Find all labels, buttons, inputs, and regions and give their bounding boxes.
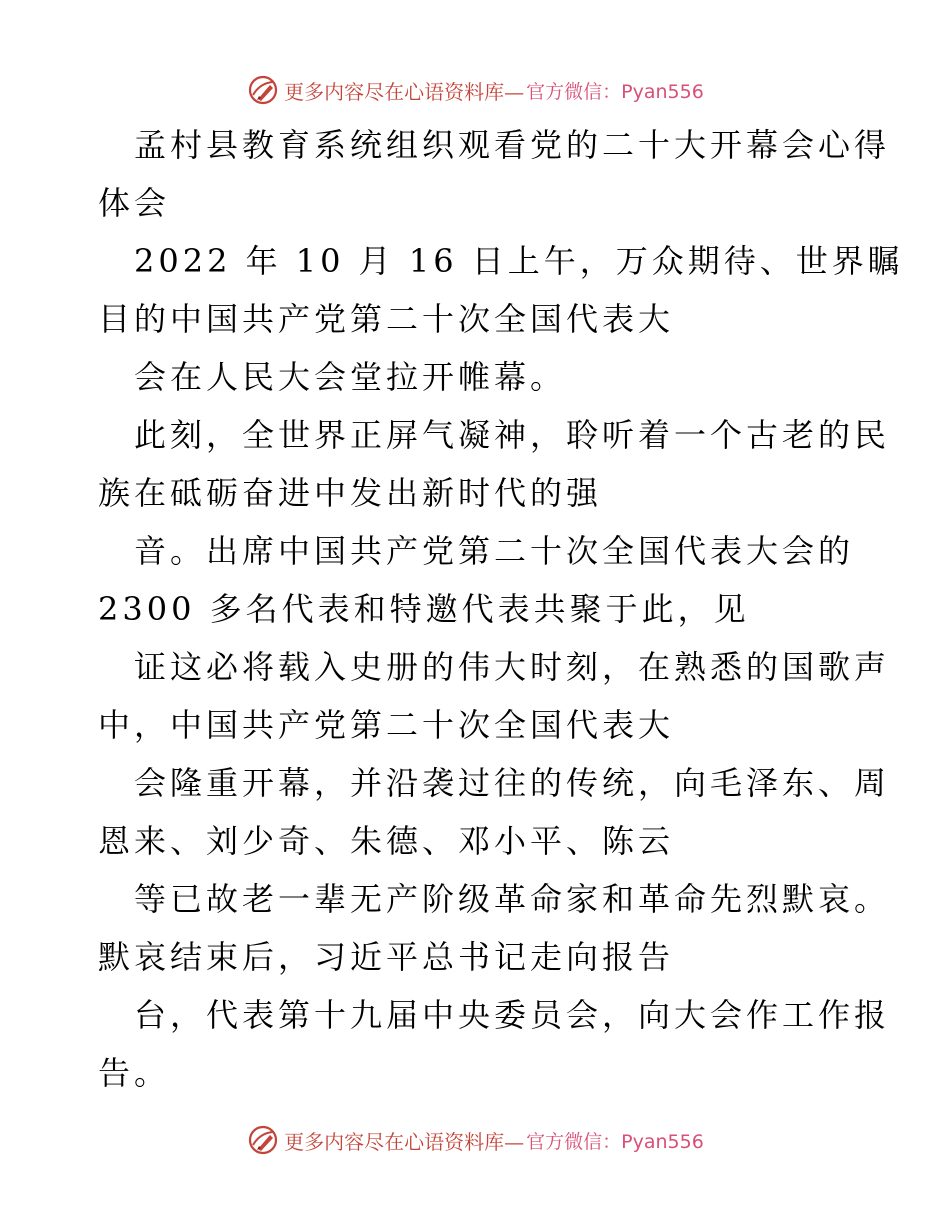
paragraph-line: 2022 年 10 月 16 日上午，万众期待、世界瞩 bbox=[134, 242, 904, 280]
paragraph-line: 台，代表第十九届中央委员会，向大会作工作报 bbox=[134, 996, 891, 1034]
banner-wechat-label: 官方微信：Pyan556 bbox=[526, 80, 704, 103]
paragraph-line: 此刻，全世界正屏气凝神，聆听着一个古老的民 bbox=[134, 416, 891, 454]
pen-swirl-logo-icon bbox=[246, 73, 280, 107]
paragraph-line: 2300 多名代表和特邀代表共聚于此，见 bbox=[98, 590, 750, 628]
title-line-2: 体会 bbox=[98, 184, 171, 222]
header-banner bbox=[0, 70, 950, 110]
paragraph-line: 恩来、刘少奇、朱德、邓小平、陈云 bbox=[98, 822, 675, 860]
title-line-1: 孟村县教育系统组织观看党的二十大开幕会心得 bbox=[134, 126, 891, 164]
paragraph-line: 中，中国共产党第二十次全国代表大 bbox=[98, 706, 675, 744]
footer-banner bbox=[0, 1120, 950, 1160]
document-body bbox=[98, 122, 904, 1108]
paragraph-line: 等已故老一辈无产阶级革命家和革命先烈默哀。 bbox=[134, 880, 891, 918]
paragraph-line: 目的中国共产党第二十次全国代表大 bbox=[98, 300, 675, 338]
paragraph-line: 音。出席中国共产党第二十次全国代表大会的 bbox=[134, 532, 855, 570]
paragraph-line: 会在人民大会堂拉开帷幕。 bbox=[134, 358, 567, 396]
banner-promo-text: 更多内容尽在心语资料库— bbox=[284, 1129, 525, 1154]
pen-swirl-logo-icon bbox=[246, 1123, 280, 1157]
paragraph-line: 告。 bbox=[98, 1054, 171, 1092]
banner-promo-text: 更多内容尽在心语资料库— bbox=[284, 79, 525, 104]
paragraph-line: 证这必将载入史册的伟大时刻，在熟悉的国歌声 bbox=[134, 648, 891, 686]
banner-wechat-label: 官方微信：Pyan556 bbox=[526, 1130, 704, 1153]
paragraph-line: 族在砥砺奋进中发出新时代的强 bbox=[98, 474, 603, 512]
paragraph-line: 默哀结束后，习近平总书记走向报告 bbox=[98, 938, 675, 976]
paragraph-line: 会隆重开幕，并沿袭过往的传统，向毛泽东、周 bbox=[134, 764, 891, 802]
